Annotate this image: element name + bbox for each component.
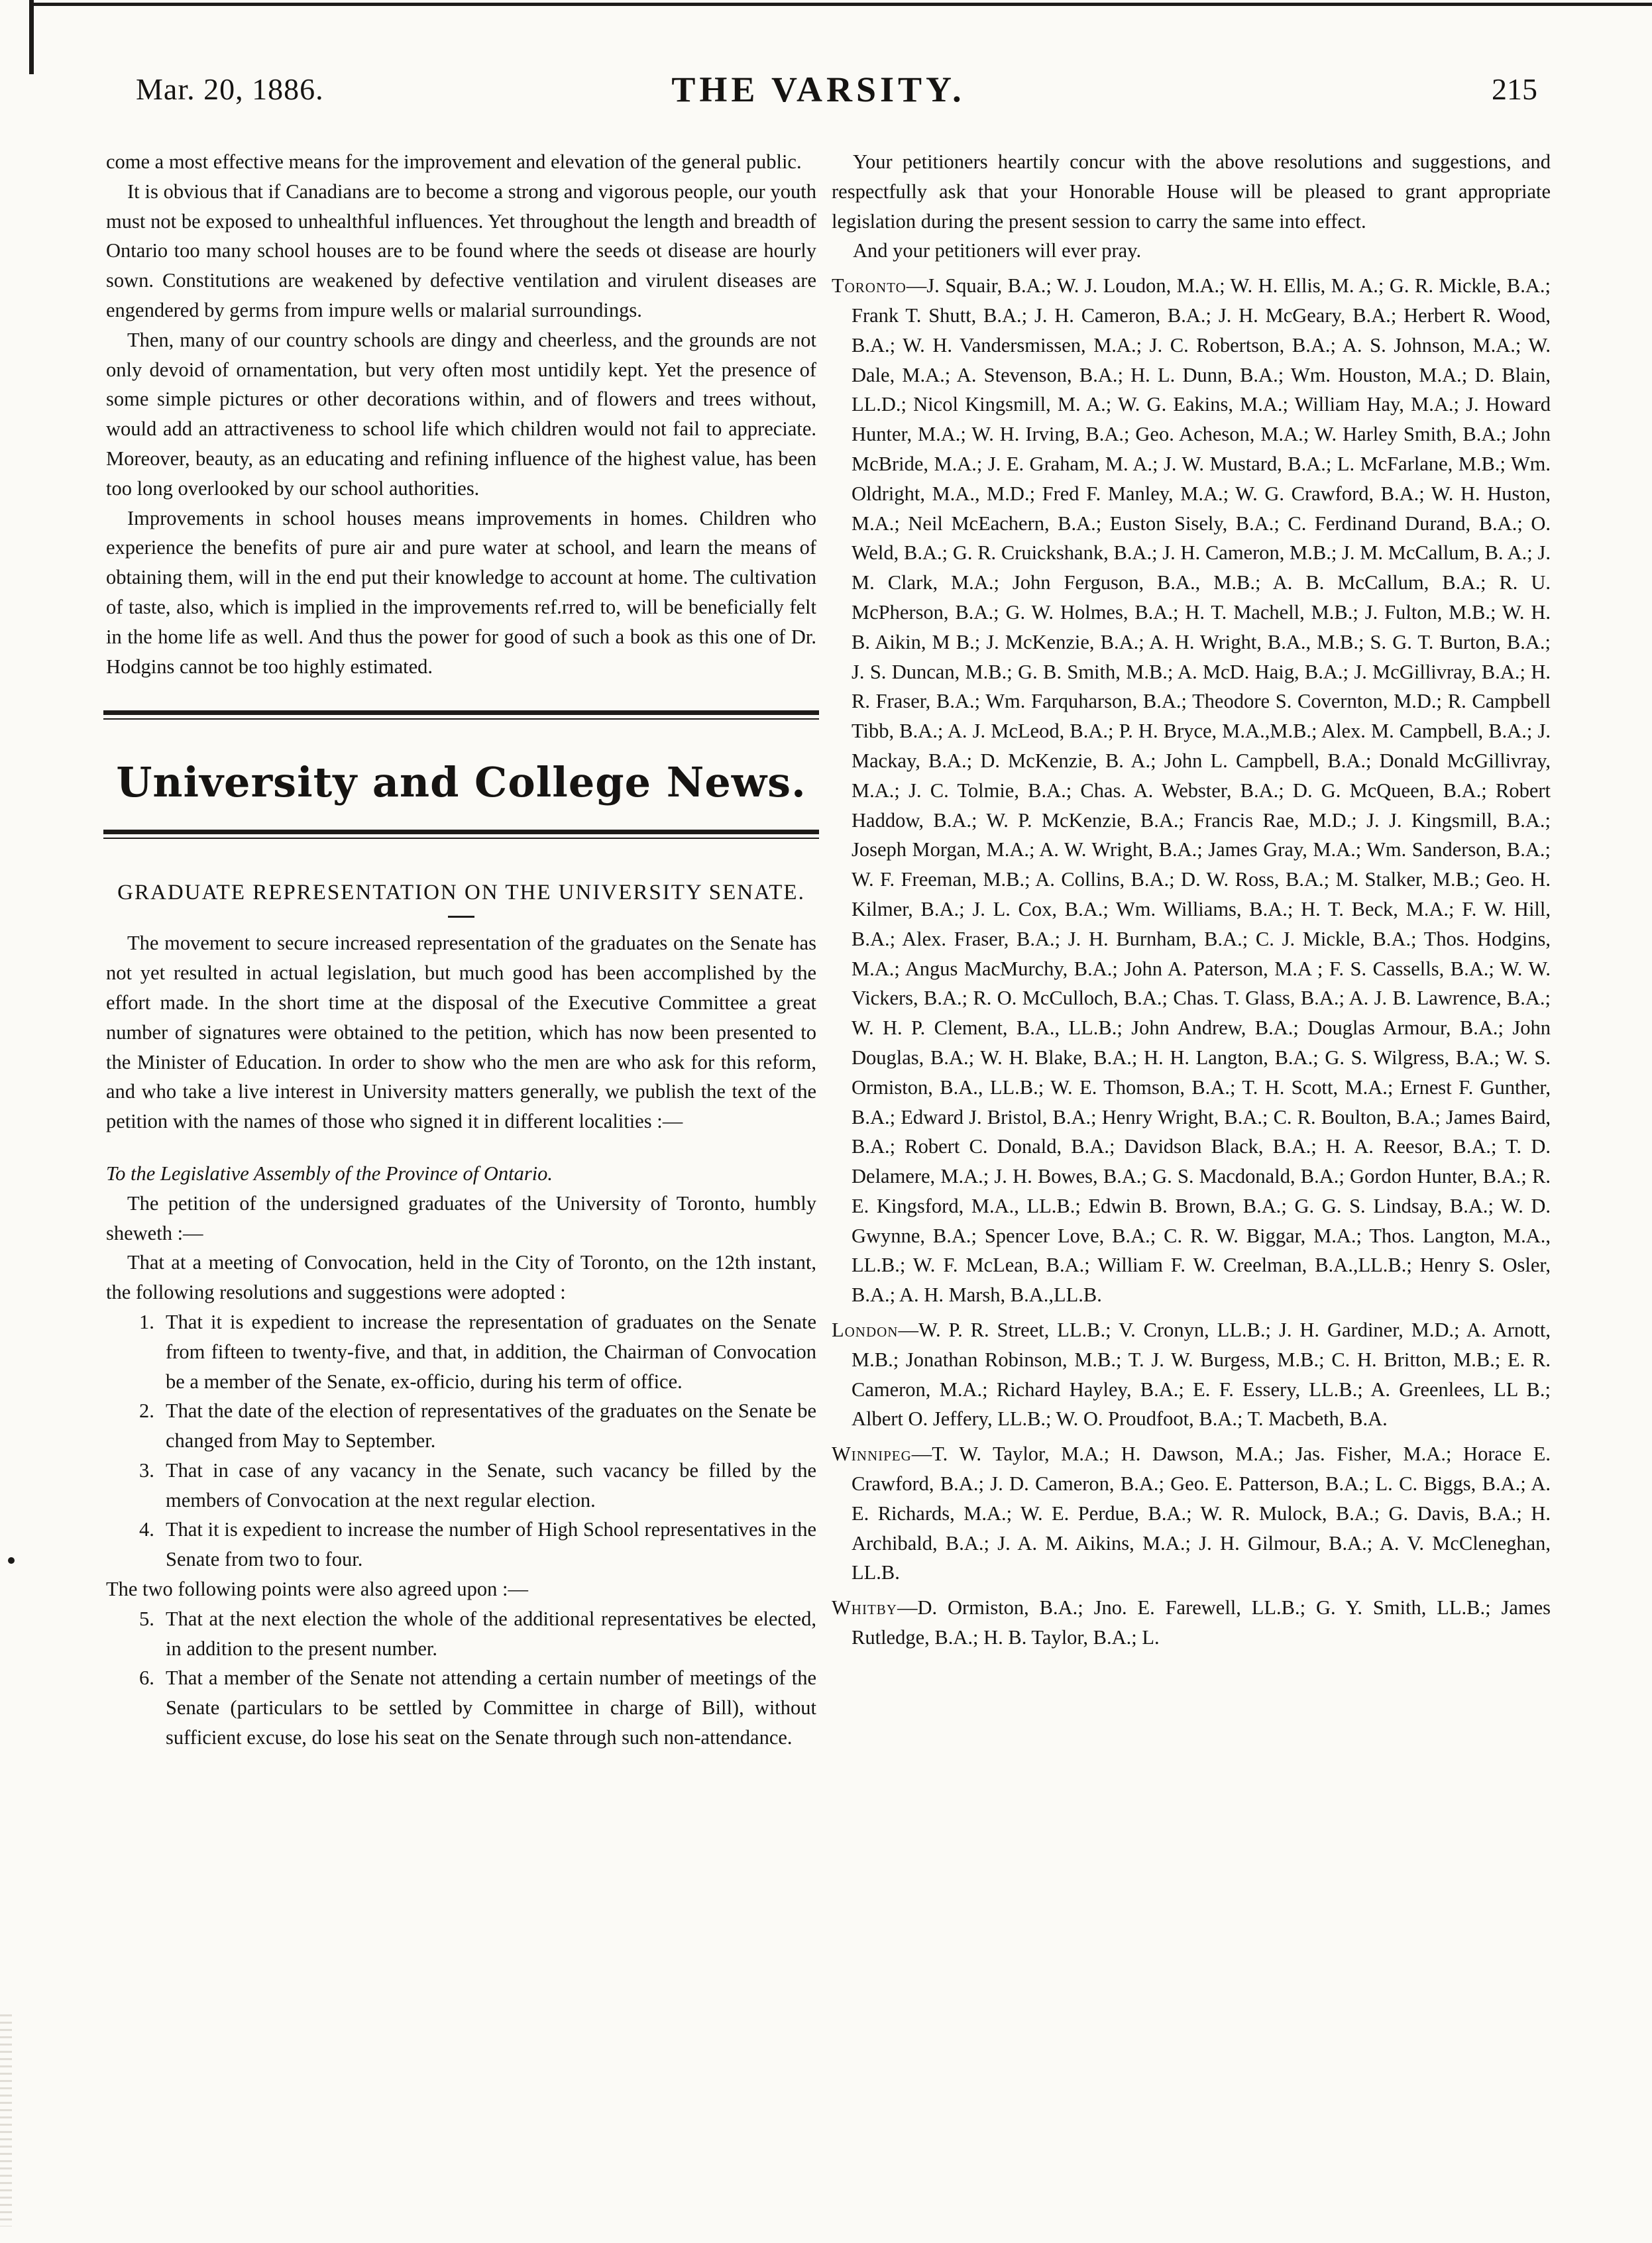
paragraph: The petition of the undersigned graduates of the University of Toronto, humbly sheweth :—: [106, 1191, 816, 1244]
list-item: [106, 1604, 816, 1664]
signatory-names: —T. W. Taylor, M.A.; H. Dawson, M.A.; Jas. Fisher, M.A.; Horace E. Crawford, B.A.; J. D. Cameron, B.A.; Geo. E. Patterson, B.A.; L. C. Biggs, B.A.; A. E. Richards, M.A.; W. E. Perdue, B.A.; W. R. Mulock, B.A.; G. Davis, B.A.; H. Archibald, B.A.; J. A. M. Aikins, M.A.; J. H. Gilmour, B.A.; A. V. McCleneghan, LL.B.: [852, 1443, 1551, 1584]
paragraph: That at a meeting of Convocation, held in the City of Toronto, on the 12th instant, the following resolutions and suggestions were adopted :: [106, 1251, 816, 1304]
paragraph: It is obvious that if Canadians are to become a strong and vigorous people, our youth must not be exposed to unhealthful influences. Yet throughout the length and breadth of Ontario too many school houses are to be found where the seeds ot disease are hourly sown. Constitutions are weakened by defective ventilation and virulent diseases are engendered by germs from impure wells or malarial surroundings.: [106, 180, 816, 321]
top-edge-rule: [32, 3, 1652, 6]
item-text: That it is expedient to increase the representation of graduates on the Senate from fifteen to twenty-five, and that, in addition, the Chairman of Convocation be a member of the Senate, ex-officio, during his term of office.: [166, 1310, 816, 1393]
section-rule-bottom: [103, 830, 819, 839]
title-dash: [448, 916, 474, 918]
signatory-block: [832, 1593, 1551, 1653]
item-number: 6.: [139, 1667, 154, 1690]
right-column: [832, 147, 1551, 1653]
issue-date: Mar. 20, 1886.: [136, 72, 324, 106]
petition-address: To the Legislative Assembly of the Province of Ontario.: [106, 1162, 553, 1185]
margin-dot: [8, 1557, 15, 1564]
left-column: [106, 147, 816, 1753]
item-text: That a member of the Senate not attending a certain number of meetings of the Senate (particulars to be settled by Committee in charge of Bill), without sufficient excuse, do lose his seat on the Senate through such non-attendance.: [166, 1667, 816, 1749]
resolutions-list: [106, 1307, 816, 1574]
list-item: [106, 1663, 816, 1752]
item-text: That at the next election the whole of the additional representatives be elected, in addition to the present number.: [166, 1607, 816, 1660]
item-text: That it is expedient to increase the number of High School representatives in the Senate from two to four.: [166, 1518, 816, 1571]
list-item: [106, 1396, 816, 1456]
town-name: London: [832, 1319, 899, 1342]
signatory-block: [832, 271, 1551, 1310]
paragraph: And your petitioners will ever pray.: [853, 239, 1142, 262]
town-name: Winnipeg: [832, 1443, 912, 1466]
item-number: 2.: [139, 1399, 154, 1423]
points-list: [106, 1604, 816, 1753]
item-number: 5.: [139, 1607, 154, 1630]
paragraph: Then, many of our country schools are dingy and cheerless, and the grounds are not only devoid of ornamentation, but very often most untidily kept. Yet the presence of some simple pictures or other decorations within, and of flowers and trees without, would add an attractiveness to school life which children would not fail to appreciate. Moreover, beauty, as an educating and refining influence of the highest value, has been too long overlooked by our school authorities.: [106, 328, 816, 500]
signatory-block: [832, 1315, 1551, 1434]
paragraph: The two following points were also agreed upon :—: [106, 1578, 528, 1601]
item-text: That in case of any vacancy in the Senate, such vacancy be filled by the members of Convocation at the next regular election.: [166, 1458, 816, 1511]
signatory-block: [832, 1439, 1551, 1588]
masthead-title: THE VARSITY.: [671, 70, 965, 109]
paragraph: Your petitioners heartily concur with the above resolutions and suggestions, and respectfully ask that your Honorable House will be pleased to grant appropriate legislation during the present session to carry the same into effect.: [832, 150, 1551, 233]
paragraph: come a most effective means for the improvement and elevation of the general public.: [106, 150, 802, 173]
binding-mark: [29, 0, 34, 74]
town-name: Toronto: [832, 274, 907, 298]
list-item: [106, 1515, 816, 1574]
running-head: [80, 66, 1557, 119]
item-number: 3.: [139, 1458, 154, 1482]
item-number: 4.: [139, 1518, 154, 1541]
item-text: That the date of the election of representatives of the graduates on the Senate be changed from May to September.: [166, 1399, 816, 1452]
list-item: [106, 1307, 816, 1396]
signatory-names: —W. P. R. Street, LL.B.; V. Cronyn, LL.B.; J. H. Gardiner, M.D.; A. Arnott, M.B.; Jonathan Robinson, M.B.; T. J. W. Burgess, M.B.; C. H. Britton, M.B.; E. R. Cameron, M.A.; Richard Hayley, B.A.; E. F. Essery, LL.B.; A. Greenlees, LL B.; Albert O. Jeffery, LL.B.; W. O. Proudfoot, B.A.; T. Macbeth, B.A.: [852, 1319, 1551, 1431]
signatory-names: —J. Squair, B.A.; W. J. Loudon, M.A.; W. H. Ellis, M. A.; G. R. Mickle, B.A.; Frank T. Shutt, B.A.; J. H. Cameron, B.A.; J. H. McGeary, B.A.; Herbert R. Wood, B.A.; W. H. Vandersmissen, M.A.; J. C. Robertson, B.A.; A. S. Johnson, M.A.; W. Dale, M.A.; A. Stevenson, B.A.; H. L. Dunn, B.A.; Wm. Houston, M.A.; D. Blain, LL.D.; Nicol Kingsmill, M. A.; W. G. Eakins, M.A.; William Hay, M.A.; J. Howard Hunter, M.A.; W. H. Irving, B.A.; Geo. Acheson, M.A.; W. Harley Smith, B.A.; John McBride, M.A.; J. E. Graham, M. A.; J. W. Mustard, B.A.; L. McFarlane, M.B.; Wm. Oldright, M.A., M.D.; Fred F. Manley, M.A.; W. G. Crawford, B.A.; W. H. Huston, M.A.; Neil McEachern, B.A.; Euston Sisely, B.A.; C. Ferdinand Durand, B.A.; O. Weld, B.A.; G. R. Cruickshank, B.A.; J. H. Cameron, M.B.; J. M. McCallum, B. A.; J. M. Clark, M.A.; John Ferguson, B.A., M.B.; A. B. McCallum, B.A.; R. U. McPherson, B.A.; G. W. Holmes, B.A.; H. T. Machell, M.B.; J. Fulton, M.B.; W. H. B. Aikin, M B.; J. McKenzie, B.A.; A. H. Wright, B.A., M.B.; S. G. T. Burton, B.A.; J. S. Duncan, M.B.; G. B. Smith, M.B.; A. McD. Haig, B.A.; J. McGillivray, B.A.; H. R. Fraser, B.A.; Wm. Farquharson, B.A.; Theodore S. Covernton, M.D.; R. Campbell Tibb, B.A.; A. J. McLeod, B.A.; P. H. Bryce, M.A.,M.B.; Alex. M. Campbell, B.A.; J. Mackay, B.A.; D. McKenzie, B. A.; John L. Campbell, B.A.; Donald McGillivray, M.A.; J. C. Tolmie, B.A.; Chas. A. Webster, B.A.; D. G. McQueen, B.A.; Robert Haddow, B.A.; W. P. McKenzie, B.A.; Francis Rae, M.D.; J. J. Kingsmill, B.A.; Joseph Morgan, M.A.; A. W. Wright, B.A.; James Gray, M.A.; Wm. Sanderson, B.A.; W. F. Freeman, M.B.; A. Collins, B.A.; D. W. Ross, B.A.; M. Stalker, M.B.; Geo. H. Kilmer, B.A.; J. L. Cox, B.A.; Wm. Williams, B.A.; H. T. Beck, M.A.; F. W. Hill, B.A.; Alex. Fraser, B.A.; J. H. Burnham, B.A.; C. J. Mickle, B.A.; Thos. Hodgins, M.A.; Angus MacMurchy, B.A.; John A. Paterson, M.A ; F. S. Cassells, B.A.; W. W. Vickers, B.A.; R. O. McCulloch, B.A.; Chas. T. Glass, B.A.; A. J. B. Lawrence, B.A.; W. H. P. Clement, B.A., LL.B.; John Andrew, B.A.; Douglas Armour, B.A.; John Douglas, B.A.; W. H. Blake, B.A.; H. H. Langton, B.A.; G. S. Wilgress, B.A.; W. S. Ormiston, B.A., LL.B.; W. E. Thomson, B.A.; T. H. Scott, M.A.; Ernest F. Gunther, B.A.; Edward J. Bristol, B.A.; Henry Wright, B.A.; C. R. Boulton, B.A.; James Baird, B.A.; Robert C. Donald, B.A.; Davidson Black, B.A.; H. A. Reesor, B.A.; T. D. Delamere, M.A.; J. H. Bowes, B.A.; G. S. Macdonald, B.A.; Gordon Hunter, B.A.; R. E. Kingsford, M.A., LL.B.; Edwin B. Brown, B.A.; G. G. S. Lindsay, B.A.; W. D. Gwynne, B.A.; Spencer Love, B.A.; C. R. W. Biggar, M.A.; Thos. Langton, M.A., LL.B.; W. F. McLean, B.A.; William F. W. Creelman, B.A.,LL.B.; Henry S. Osler, B.A.; A. H. Marsh, B.A.,LL.B.: [852, 274, 1551, 1307]
article-title: GRADUATE REPRESENTATION ON THE UNIVERSITY SENATE.: [117, 881, 805, 905]
item-number: 1.: [139, 1310, 154, 1333]
list-item: [106, 1456, 816, 1515]
town-name: Whitby: [832, 1596, 897, 1619]
page-edge-wear: [0, 2014, 12, 2226]
paragraph: The movement to secure increased representation of the graduates on the Senate has not yet resulted in actual legislation, but much good has been accomplished by the effort made. In the short time at the disposal of the Executive Committee a great number of signatures were obtained to the petition, which has now been presented to the Minister of Education. In order to show who the men are who ask for this reform, and who take a live interest in University matters generally, we publish the text of the petition with the names of those who signed it in different localities :—: [106, 932, 816, 1133]
section-heading: University and College News.: [116, 758, 806, 807]
page-number: 215: [1492, 72, 1537, 106]
signatory-names: —D. Ormiston, B.A.; Jno. E. Farewell, LL.B.; G. Y. Smith, LL.B.; James Rutledge, B.A.; H. B. Taylor, B.A.; L.: [852, 1596, 1551, 1649]
section-rule-top: [103, 710, 819, 720]
paragraph: Improvements in school houses means improvements in homes. Children who experience the benefits of pure air and pure water at school, and learn the means of obtaining them, will in the end put their knowledge to account at home. The cultivation of taste, also, which is implied in the improvements ref.rred to, will be beneficially felt in the home life as well. And thus the power for good of such a book as this one of Dr. Hodgins cannot be too highly estimated.: [106, 506, 816, 678]
